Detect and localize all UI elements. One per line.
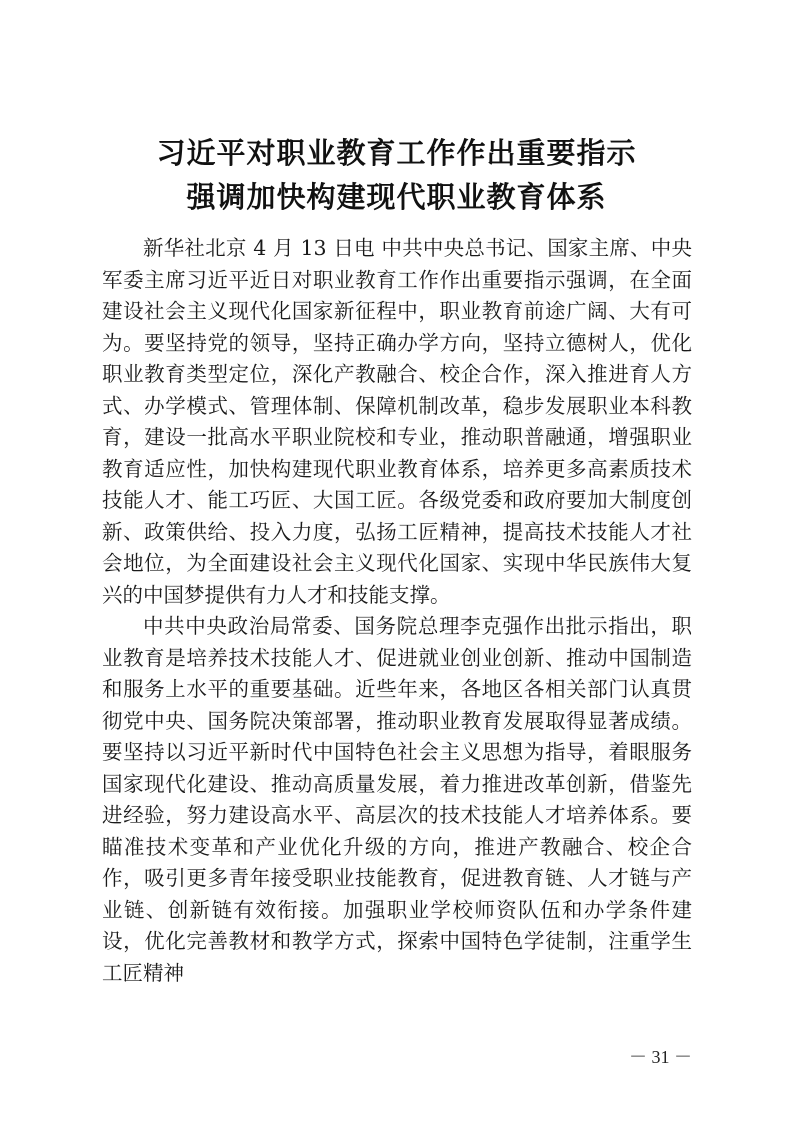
document-title [0,131,793,219]
title-line-1: 习近平对职业教育工作作出重要指示 [156,136,637,170]
page-number: － 31 － [629,1047,692,1067]
article-body [102,233,692,989]
paragraph-1: 新华社北京 4 月 13 日电 中共中央总书记、国家主席、中央军委主席习近平近日对职业教育工作作出重要指示强调，在全面建设社会主义现代化国家新征程中，职业教育前途广阔、大有可为。要坚持党的领导，坚持正确办学方向，坚持立德树人，优化职业教育类型定位，深化产教融合、校企合作，深入推进育人方式、办学模式、管理体制、保障机制改革，稳步发展职业本科教育，建设一批高水平职业院校和专业，推动职普融通，增强职业教育适应性，加快构建现代职业教育体系，培养更多高素质技术技能人才、能工巧匠、大国工匠。各级党委和政府要加大制度创新、政策供给、投入力度，弘扬工匠精神，提高技术技能人才社会地位，为全面建设社会主义现代化国家、实现中华民族伟大复兴的中国梦提供有力人才和技能支撑。 [102,236,692,607]
title-line-2: 强调加快构建现代职业教育体系 [186,180,607,214]
paragraph-2: 中共中央政治局常委、国务院总理李克强作出批示指出，职业教育是培养技术技能人才、促进就业创业创新、推动中国制造和服务上水平的重要基础。近些年来，各地区各相关部门认真贯彻党中央、国务院决策部署，推动职业教育发展取得显著成绩。要坚持以习近平新时代中国特色社会主义思想为指导，着眼服务国家现代化建设、推动高质量发展，着力推进改革创新，借鉴先进经验，努力建设高水平、高层次的技术技能人才培养体系。要瞄准技术变革和产业优化升级的方向，推进产教融合、校企合作，吸引更多青年接受职业技能教育，促进教育链、人才链与产业链、创新链有效衔接。加强职业学校师资队伍和办学条件建设，优化完善教材和教学方式，探索中国特色学徒制，注重学生工匠精神 [102,614,692,985]
